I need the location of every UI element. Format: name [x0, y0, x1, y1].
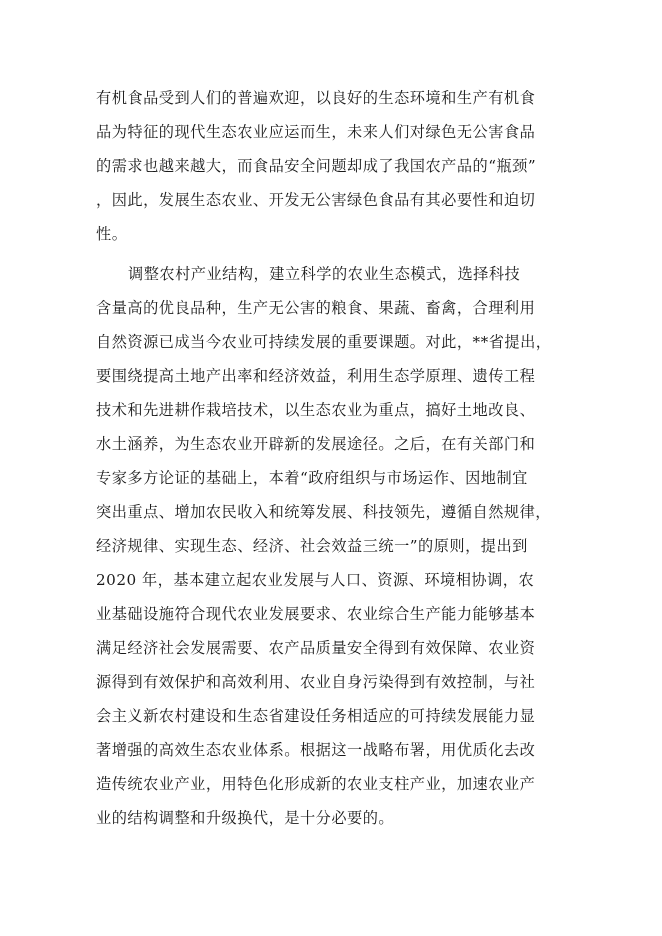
- paragraph-2-line-6: 水土涵养，为生态农业开辟新的发展途径。之后，在有关部门和: [96, 435, 536, 453]
- paragraph-1-line-1: 有机食品受到人们的普遍欢迎，以良好的生态环境和生产有机食: [96, 89, 536, 107]
- paragraph-2-line-2: 含量高的优良品种，生产无公害的粮食、果蔬、畜禽，合理利用: [96, 299, 536, 317]
- paragraph-2-line-8: 突出重点、增加农民收入和统筹发展、科技领先，遵循自然规律，: [96, 503, 551, 521]
- paragraph-2-line-14: 会主义新农村建设和生态省建设任务相适应的可持续发展能力显: [96, 707, 536, 725]
- paragraph-1-line-5: 性。: [96, 225, 128, 243]
- paragraph-1-line-4: ，因此，发展生态农业、开发无公害绿色食品有其必要性和迫切: [96, 191, 536, 209]
- paragraph-2-line-17: 业的结构调整和升级换代，是十分必要的。: [96, 809, 395, 827]
- paragraph-2-line-7: 专家多方论证的基础上，本着“政府组织与市场运作、因地制宜: [96, 469, 528, 487]
- paragraph-2-line-3: 自然资源已成当今农业可持续发展的重要课题。对此，**省提出，: [96, 333, 552, 351]
- paragraph-2-line-11: 业基础设施符合现代农业发展要求、农业综合生产能力能够基本: [96, 605, 536, 623]
- paragraph-2-line-10: 2020 年，基本建立起农业发展与人口、资源、环境相协调，农: [96, 571, 535, 589]
- paragraph-2-line-16: 造传统农业产业，用特色化形成新的农业支柱产业，加速农业产: [96, 775, 536, 793]
- paragraph-2-line-12: 满足经济社会发展需要、农产品质量安全得到有效保障、农业资: [96, 639, 536, 657]
- paragraph-1-line-3: 的需求也越来越大，而食品安全问题却成了我国农产品的“瓶颈”: [96, 157, 537, 175]
- paragraph-2-line-5: 技术和先进耕作栽培技术，以生态农业为重点，搞好土地改良、: [96, 401, 536, 419]
- paragraph-2-line-1: 调整农村产业结构，建立科学的农业生态模式，选择科技: [128, 265, 521, 283]
- paragraph-1-line-2: 品为特征的现代生态农业应运而生，未来人们对绿色无公害食品: [96, 123, 536, 141]
- paragraph-2-line-4: 要围绕提高土地产出率和经济效益，利用生态学原理、遗传工程: [96, 367, 536, 385]
- paragraph-2-line-9: 经济规律、实现生态、经济、社会效益三统一”的原则，提出到: [96, 537, 528, 555]
- paragraph-2-line-15: 著增强的高效生态农业体系。根据这一战略布署，用优质化去改: [96, 741, 536, 759]
- paragraph-2-line-13: 源得到有效保护和高效利用、农业自身污染得到有效控制，与社: [96, 673, 536, 691]
